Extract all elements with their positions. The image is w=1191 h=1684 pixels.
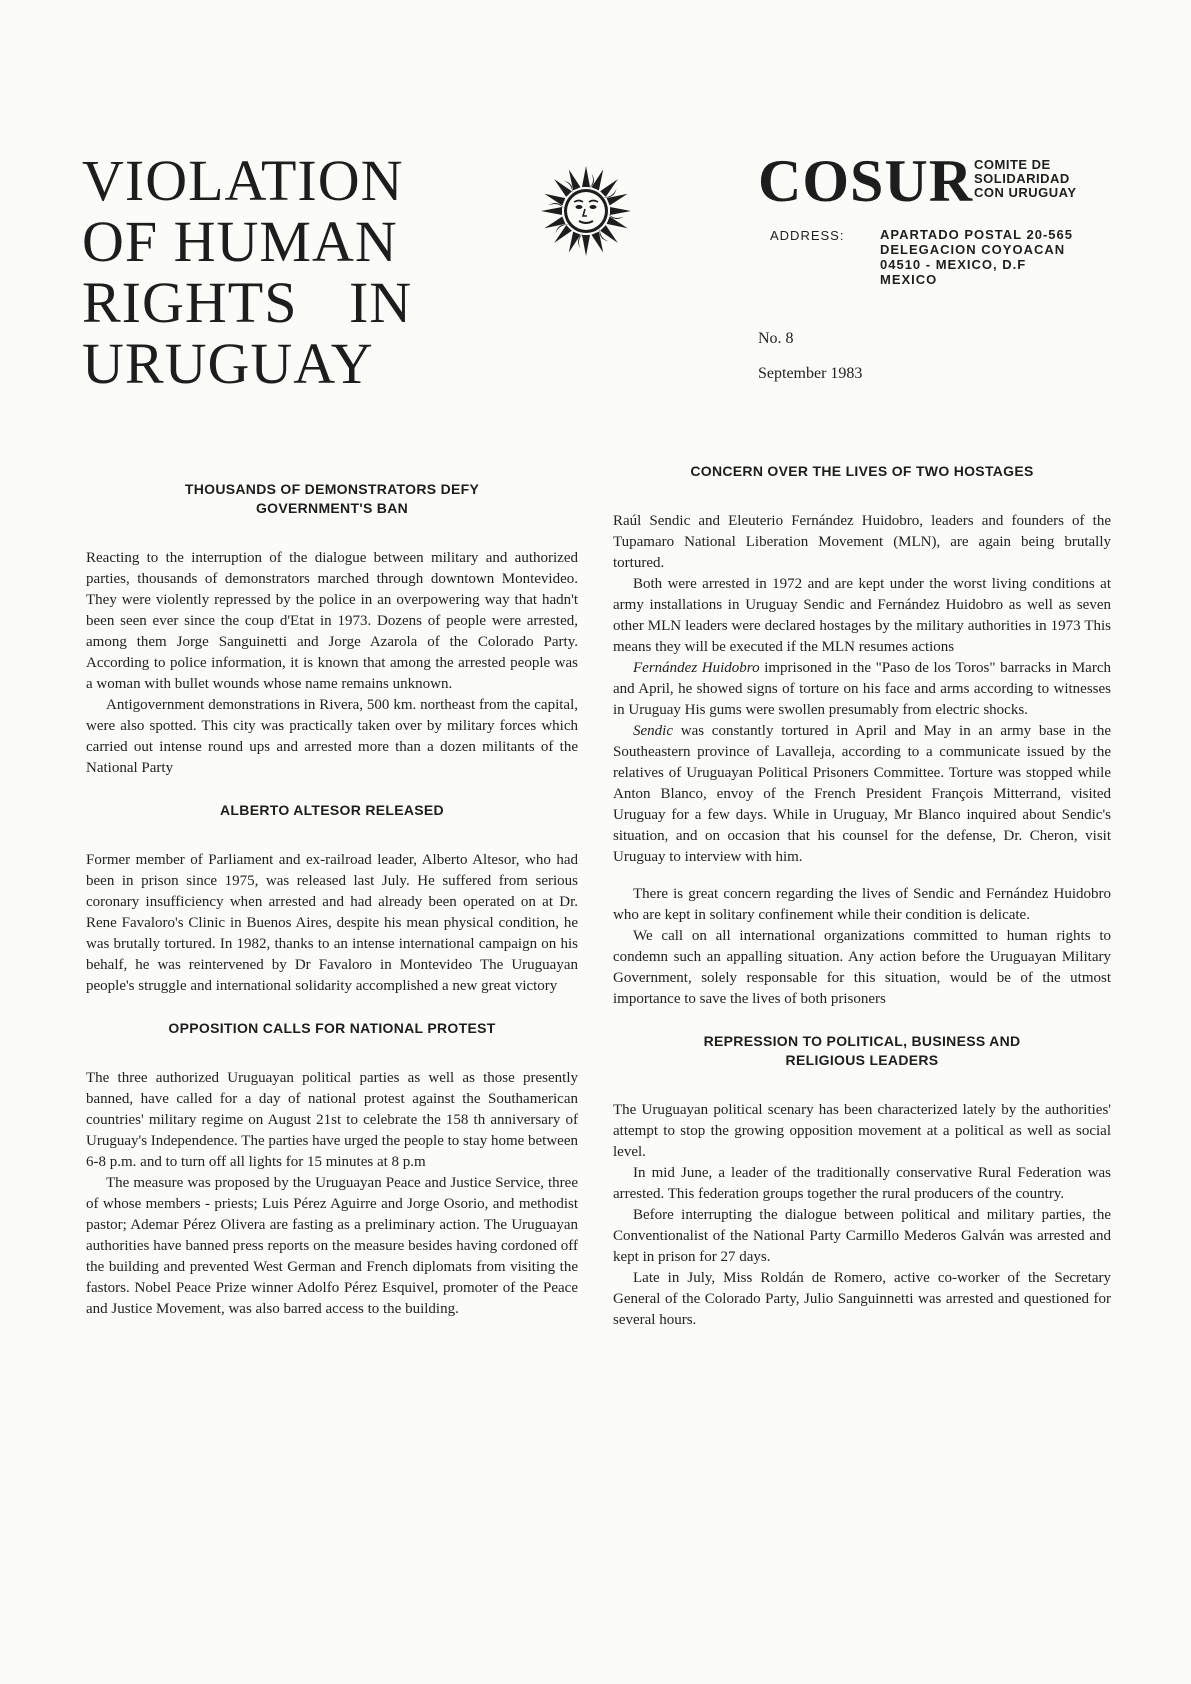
article-demonstrators bbox=[86, 480, 578, 779]
heading-line: THOUSANDS OF DEMONSTRATORS DEFY bbox=[184, 481, 480, 497]
paragraph-text: imprisoned in the "Paso de los Toros" barracks in March and April, he showed signs of torture on his face and arms according to witnesses in Uruguay His gums were swollen presumably from electric shocks. bbox=[613, 660, 1111, 718]
article-repression bbox=[613, 1032, 1111, 1331]
heading-line: RELIGIOUS LEADERS bbox=[785, 1052, 939, 1068]
article-paragraph: We call on all international organizations committed to human rights to condemn such an appalling situation. Any action before the Uruguayan Military Government, solely responsable for this situation, would be of the utmost importance to save the lives of both prisoners bbox=[613, 928, 1111, 1007]
article-paragraph: There is great concern regarding the lives of Sendic and Fernández Huidobro who are kept in solitary confinement while their condition is delicate. bbox=[613, 886, 1111, 923]
cosur-subtitle bbox=[974, 158, 1077, 200]
left-column bbox=[86, 480, 578, 1320]
title-line: RIGHTS IN bbox=[82, 270, 413, 335]
address-line: DELEGACION COYOACAN bbox=[880, 242, 1066, 257]
article-paragraph: The measure was proposed by the Uruguayan Peace and Justice Service, three of whose members - priests; Luis Pérez Aguirre and Jorge Osorio, and methodist pastor; Ademar Pérez Olivera are fasting as a preliminary action. The Uruguayan authorities have banned press reports on the measure besides having cordoned off the building and prevented West German and French diplomats from visiting the fastors. Nobel Peace Prize winner Adolfo Pérez Esquivel, promoter of the Peace and Justice Movement, was also barred access to the building. bbox=[86, 1175, 578, 1317]
article-protest bbox=[86, 1019, 578, 1320]
article-paragraph: Raúl Sendic and Eleuterio Fernández Huidobro, leaders and founders of the Tupamaro National Liberation Movement (MLN), are again being brutally tortured. bbox=[613, 513, 1111, 571]
title-line: VIOLATION bbox=[82, 148, 404, 213]
address-line: APARTADO POSTAL 20-565 bbox=[880, 227, 1073, 242]
article-altesor bbox=[86, 801, 578, 997]
issue-date: September 1983 bbox=[758, 365, 863, 382]
article-paragraph: Antigovernment demonstrations in Rivera, 500 km. northeast from the capital, were also spotted. This city was practically taken over by military forces which carried out intense round ups and arrested more than a dozen militants of the National Party bbox=[86, 697, 578, 776]
postal-address bbox=[880, 227, 1073, 287]
issue-number: No. 8 bbox=[758, 330, 794, 347]
cosur-wordmark: COSUR bbox=[758, 148, 974, 214]
title-line: OF HUMAN bbox=[82, 209, 398, 274]
article-paragraph: The three authorized Uruguayan political parties as well as those presently banned, have called for a day of national protest against the Southamerican countries' military regime on August 21st to celebrate the 158 th anniversary of Uruguay's Independence. The parties have urged the people to stay home between 6-8 p.m. and to turn off all lights for 15 minutes at 8 p.m bbox=[86, 1070, 578, 1170]
article-paragraph: Both were arrested in 1972 and are kept under the worst living conditions at army installations in Uruguay Sendic and Fernández Huidobro as well as seven other MLN leaders were declared hostages by the military authorities in 1973 This means they will be executed if the MLN resumes actions bbox=[613, 576, 1111, 655]
publication-title bbox=[82, 150, 482, 394]
cosur-subtitle-line: CON URUGUAY bbox=[974, 185, 1077, 200]
address-label: ADDRESS: bbox=[770, 228, 845, 243]
title-line: URUGUAY bbox=[82, 331, 374, 396]
paragraph-text: was constantly tortured in April and May in an army base in the Southeastern province of Lavalleja, according to a communicate issued by the relatives of Uruguayan Political Prisoners Committee. Torture was stopped while Anton Blanco, envoy of the French President François Mitterrand, visited Uruguay for a few days. While in Uruguay, Mr Blanco inquired about Sendic's situation, and on occasion that his counsel for the defense, Dr. Cheron, visit Uruguay to interview with him. bbox=[613, 723, 1112, 865]
article-paragraph: Reacting to the interruption of the dialogue between military and authorized parties, thousands of demonstrators marched through downtown Montevideo. They were violently repressed by the police in an overpowering way that hadn't been seen ever since the coup d'Etat in 1973. Dozens of people were arrested, among them Jorge Sanguinetti and Jorge Azarola of the Colorado Party. According to police information, it is known that among the arrested people was a woman with bullet wounds whose name remains unknown. bbox=[86, 550, 578, 692]
cosur-subtitle-line: COMITE DE bbox=[974, 157, 1051, 172]
article-paragraph bbox=[613, 721, 1111, 868]
person-name: Sendic bbox=[633, 723, 673, 739]
address-line: 04510 - MEXICO, D.F bbox=[880, 257, 1027, 272]
article-paragraph: Before interrupting the dialogue between political and military parties, the Conventionalist of the National Party Carmillo Mederos Galván was arrested and kept in prison for 27 days. bbox=[613, 1207, 1111, 1265]
address-line: MEXICO bbox=[880, 272, 938, 287]
article-paragraph: Late in July, Miss Roldán de Romero, active co-worker of the Secretary General of the Colorado Party, Julio Sanguinnetti was arrested and questioned for several hours. bbox=[613, 1270, 1111, 1328]
article-heading: CONCERN OVER THE LIVES OF TWO HOSTAGES bbox=[690, 463, 1034, 479]
article-paragraph: In mid June, a leader of the traditionally conservative Rural Federation was arrested. This federation groups together the rural producers of the country. bbox=[613, 1165, 1111, 1202]
cosur-subtitle-line: SOLIDARIDAD bbox=[974, 171, 1070, 186]
right-column bbox=[613, 463, 1112, 1331]
article-paragraph: The Uruguayan political scenary has been characterized lately by the authorities' attempt to stop the growing opposition movement at a political as well as social level. bbox=[613, 1102, 1111, 1160]
article-paragraph bbox=[613, 658, 1111, 721]
sun-of-may-emblem-icon bbox=[540, 165, 632, 257]
article-hostages bbox=[613, 462, 1111, 1010]
article-heading bbox=[613, 1032, 1111, 1070]
article-paragraph: Former member of Parliament and ex-railroad leader, Alberto Altesor, who had been in prison since 1975, was released last July. He suffered from serious coronary insufficiency when arrested and had already been operated on at Dr. Rene Favaloro's Clinic in Buenos Aires, despite his mean physical condition, he was brutally tortured. In 1982, thanks to an intense international campaign on his behalf, he was reintervened by Dr Favaloro in Montevideo The Uruguayan people's struggle and international solidarity accomplished a new great victory bbox=[86, 852, 578, 994]
heading-line: REPRESSION TO POLITICAL, BUSINESS AND bbox=[703, 1033, 1021, 1049]
article-heading: ALBERTO ALTESOR RELEASED bbox=[220, 802, 444, 818]
heading-line: GOVERNMENT'S BAN bbox=[255, 500, 409, 516]
article-heading bbox=[86, 480, 578, 518]
article-heading: OPPOSITION CALLS FOR NATIONAL PROTEST bbox=[168, 1020, 496, 1036]
person-name: Fernández Huidobro bbox=[633, 660, 760, 676]
